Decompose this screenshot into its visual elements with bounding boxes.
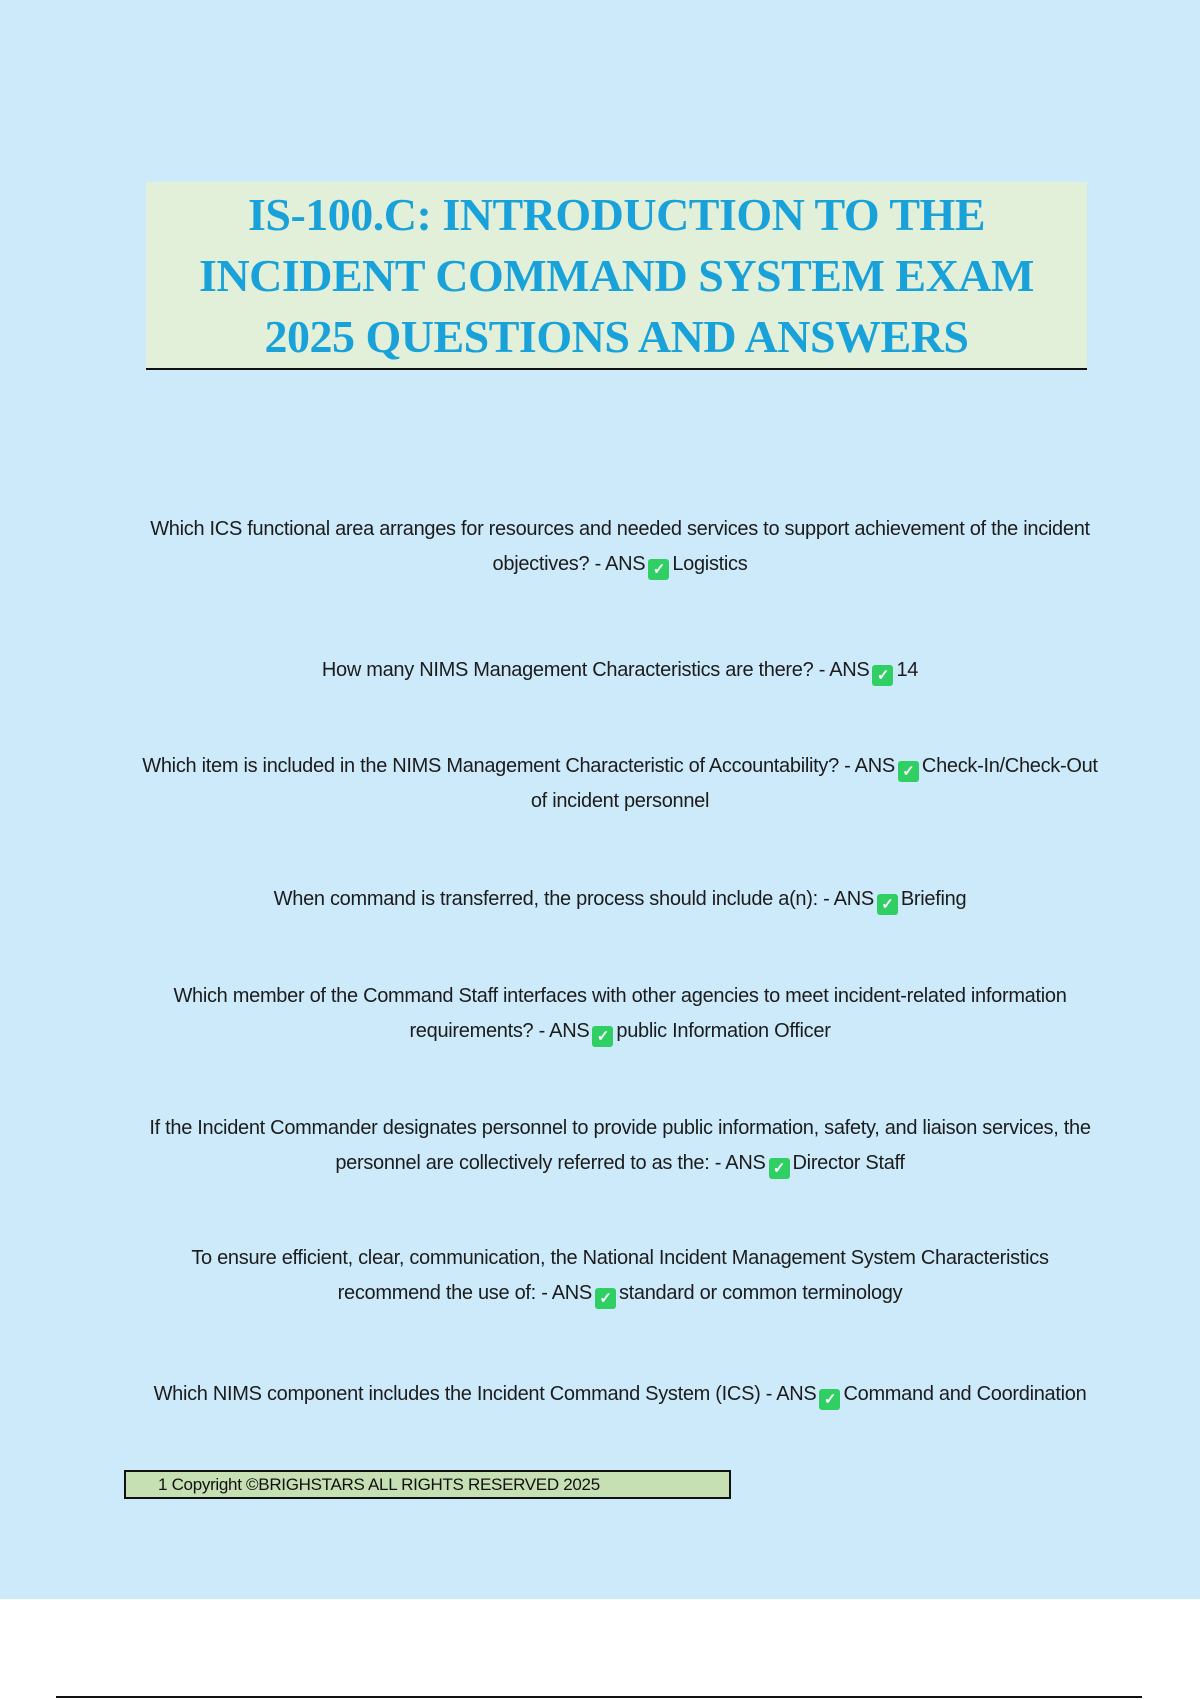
question-text: Which ICS functional area arranges for resources and needed services to support achievement of the incident objectives? [150,518,1090,575]
qa-item [140,1111,1100,1181]
answer-prefix: - ANS [844,755,895,777]
check-icon: ✓ [648,559,669,580]
question-text: How many NIMS Management Characteristics are there? [321,659,814,681]
question-text: Which member of the Command Staff interfaces with other agencies to meet incident-related information requirements? [173,985,1067,1042]
qa-item [140,749,1100,819]
qa-item [140,882,1100,917]
qa-item [140,512,1100,582]
document-title: IS-100.C: INTRODUCTION TO THE INCIDENT COMMAND SYSTEM EXAM 2025 QUESTIONS AND ANSWERS [199,188,1034,362]
answer-text: Director Staff [792,1152,905,1174]
question-text: Which item is included in the NIMS Management Characteristic of Accountability? [142,755,839,777]
answer-prefix: - ANS [541,1282,592,1304]
check-icon: ✓ [872,665,893,686]
answer-prefix: - ANS [765,1383,817,1405]
qa-item [140,1241,1100,1311]
question-text: If the Incident Commander designates personnel to provide public information, safety, and liaison services, the personnel are collectively referred to as the: [149,1117,1091,1174]
answer-prefix: - ANS [823,888,874,910]
qa-item [140,979,1100,1049]
copyright-footer: 1 Copyright ©BRIGHSTARS ALL RIGHTS RESERVED 2025 [124,1470,731,1499]
check-icon: ✓ [769,1158,790,1179]
check-icon: ✓ [592,1026,613,1047]
answer-text: public Information Officer [616,1020,831,1042]
answer-text: 14 [896,659,919,681]
check-icon: ✓ [898,761,919,782]
answer-prefix: - ANS [818,659,870,681]
answer-prefix: - ANS [714,1152,766,1174]
title-box [146,182,1087,370]
answer-prefix: - ANS [538,1020,590,1042]
question-text: Which NIMS component includes the Incident Command System (ICS) [153,1383,761,1405]
check-icon: ✓ [819,1389,840,1410]
question-text: When command is transferred, the process should include a(n): [273,888,818,910]
check-icon: ✓ [877,894,898,915]
answer-text: Command and Coordination [843,1383,1087,1405]
answer-text: Check-In/Check-Out of incident personnel [530,755,1098,812]
bottom-divider [56,1696,1142,1698]
answer-text: standard or common terminology [618,1282,903,1304]
answer-text: Briefing [900,888,967,910]
answer-text: Logistics [672,553,748,575]
qa-item [140,1377,1100,1412]
answer-prefix: - ANS [594,553,646,575]
qa-item [140,653,1100,688]
question-text: To ensure efficient, clear, communication, the National Incident Management System Characteristics recommend the use of: [191,1247,1049,1304]
check-icon: ✓ [595,1288,616,1309]
